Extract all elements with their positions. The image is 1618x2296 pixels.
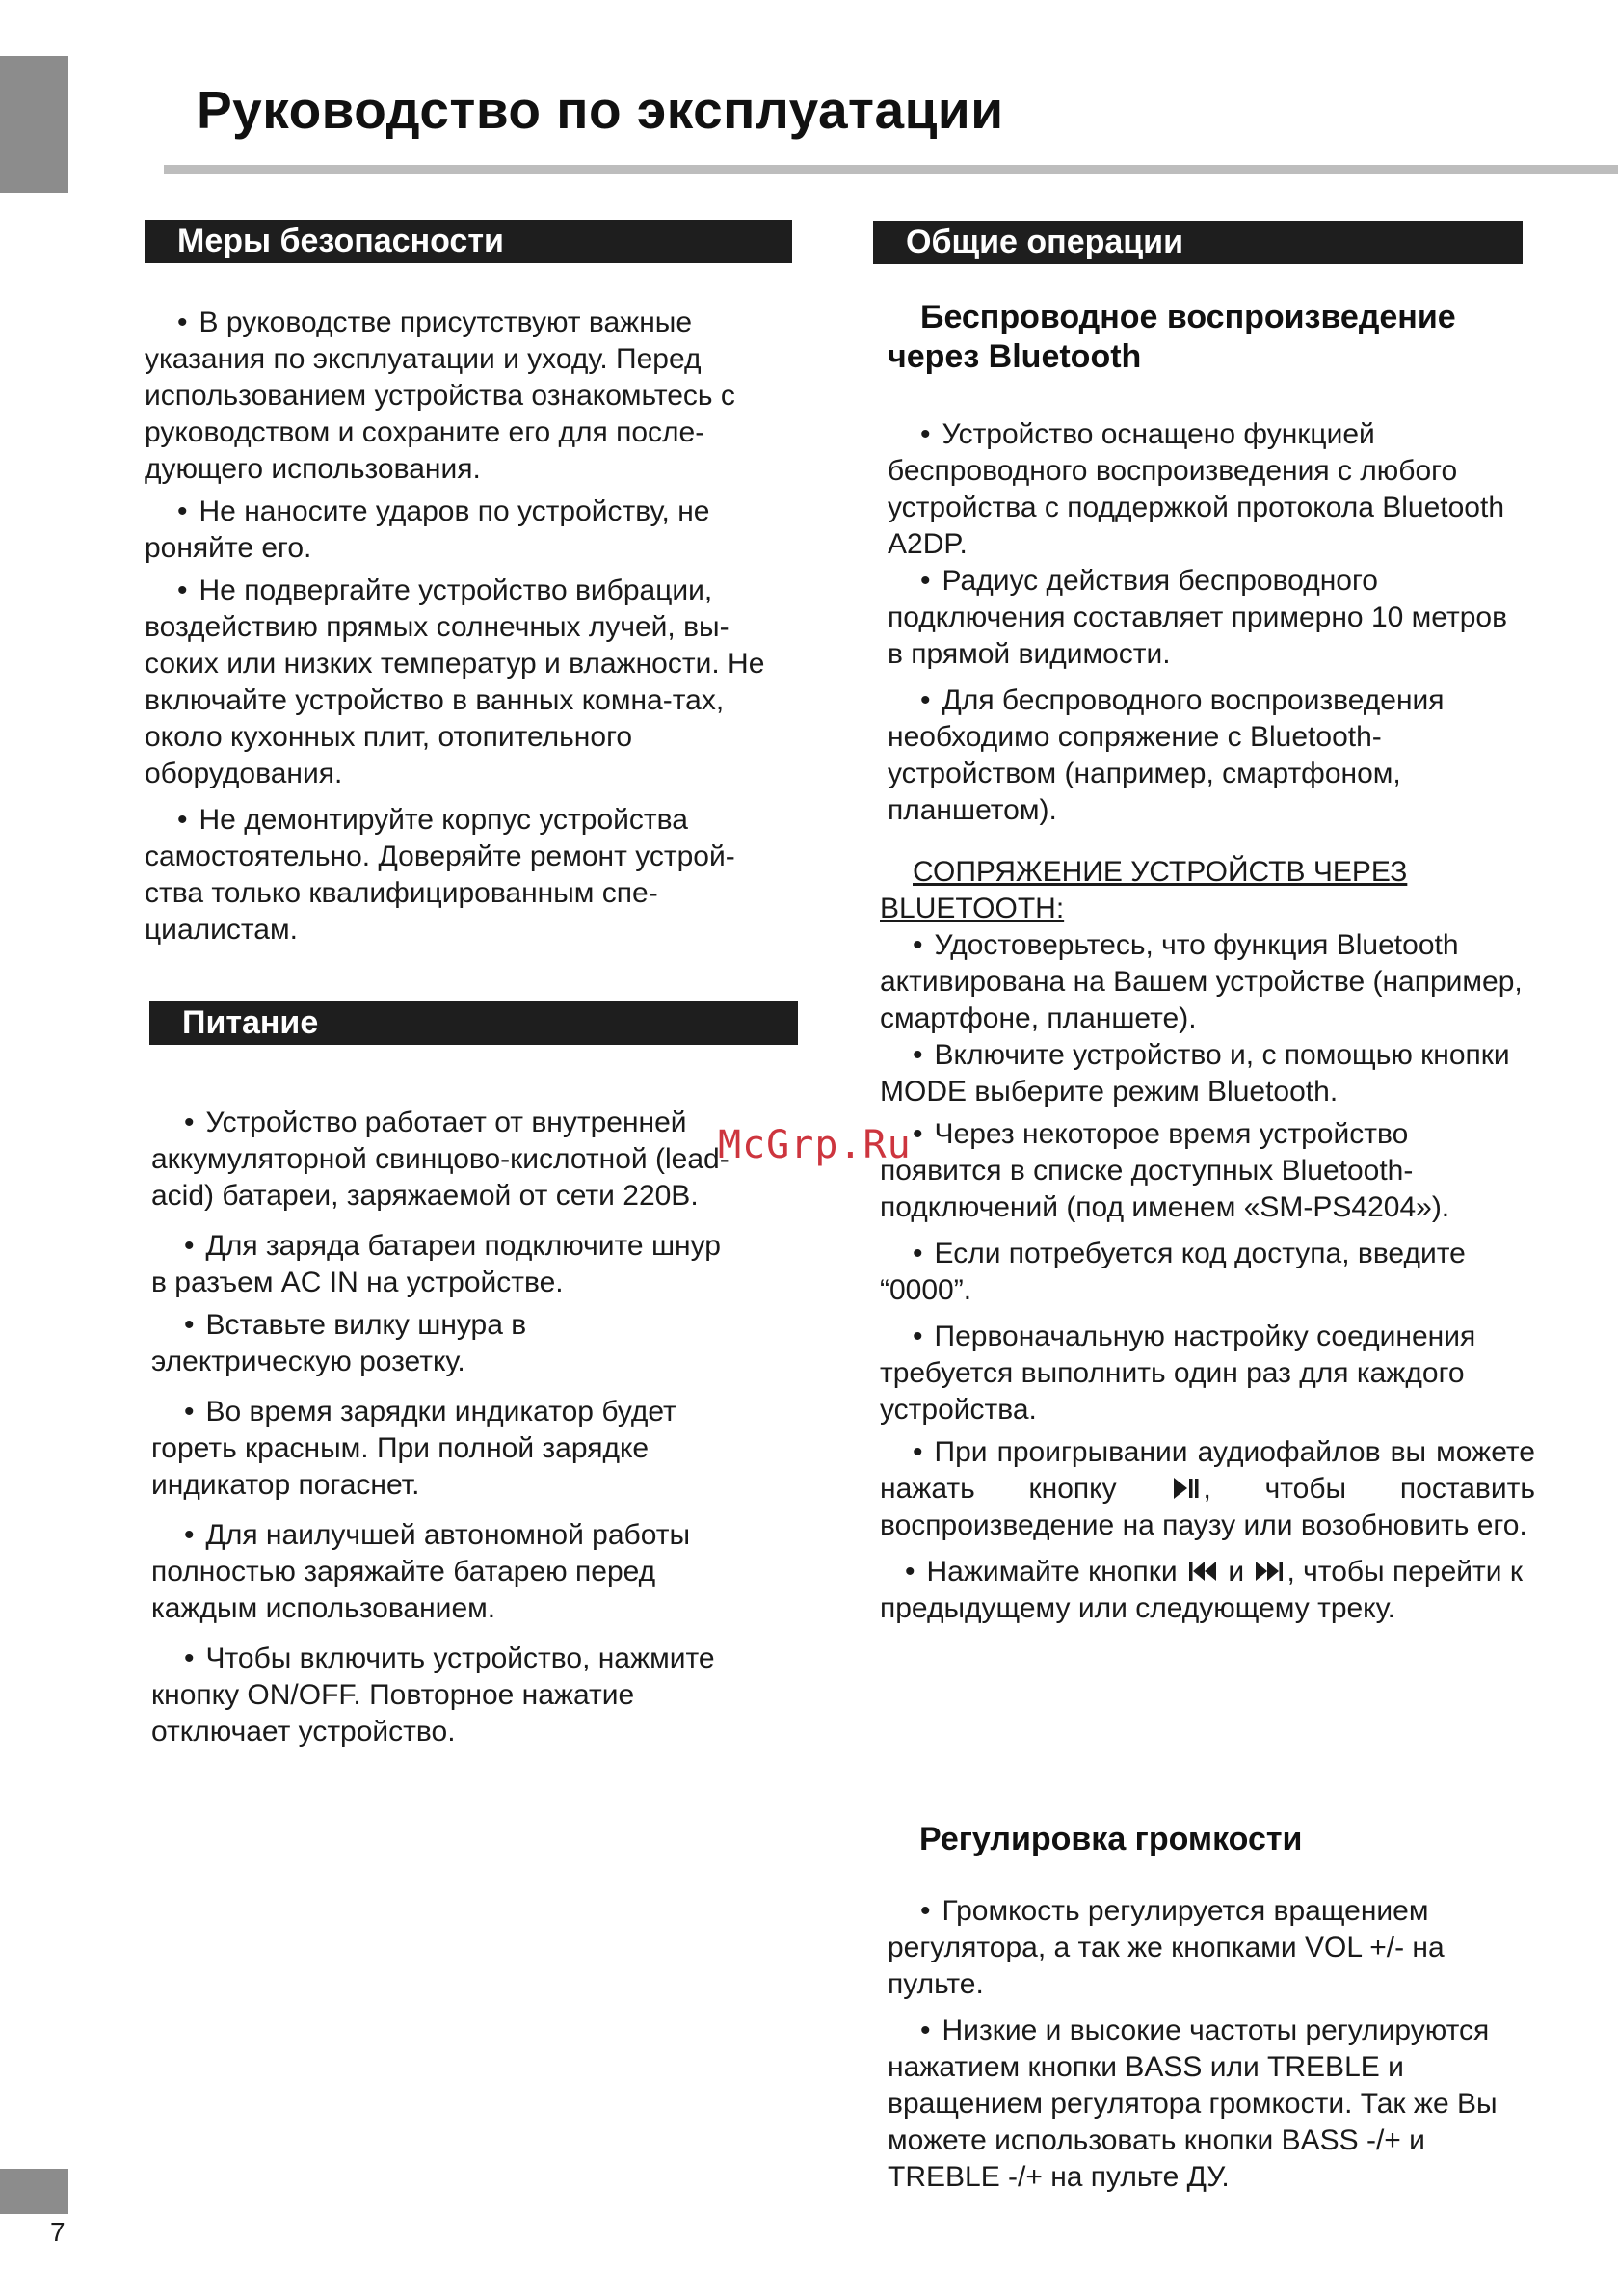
pairing-item: • Первоначальную настройку соединения требуется выполнить один раз для каждого устройства. [880,1319,1535,1428]
bluetooth-item: • Для беспроводного воспроизведения необходимо сопряжение с Bluetooth-устройством (например, смартфоном, планшетом). [888,682,1524,829]
safety-item: • Не подвергайте устройство вибрации, воздействию прямых солнечных лучей, вы-соких или низких температур и влажности. Не включайте устройство в ванных комна-тах, около кухонных плит, отопительного оборудования. [145,573,781,792]
safety-heading: Меры безопасности [145,220,792,263]
volume-text [888,1893,1524,2196]
bottom-side-tab [0,2169,68,2214]
pause-text-after: , чтобы поставить воспроизведение на паузу или возобновить его. [880,1473,1535,1541]
page-number: 7 [50,2217,66,2247]
pairing-heading: СОПРЯЖЕНИЕ УСТРОЙСТВ ЧЕРЕЗ BLUETOOTH: [880,856,1408,924]
volume-item: • Низкие и высокие частоты регулируются нажатием кнопки BASS или TREBLE и вращением регулятора громкости. Так же Вы можете использовать кнопки BASS -/+ и TREBLE -/+ на пульте ДУ. [888,2013,1524,2196]
skip-text-after: , чтобы перейти к предыдущему или следующему треку. [880,1556,1523,1624]
skip-instruction [880,1554,1535,1627]
bluetooth-text [888,416,1524,829]
power-text [151,1105,734,1750]
play-pause-icon [1172,1476,1201,1501]
power-item: • Чтобы включить устройство, нажмите кнопку ON/OFF. Повторное нажатие отключает устройство. [151,1641,734,1750]
skip-text-before: Нажимайте кнопки [926,1556,1178,1588]
pairing-item: • Удостоверьтесь, что функция Bluetooth активирована на Вашем устройстве (например, смартфоне, планшете). [880,927,1535,1037]
pause-text-before: При проигрывании аудиофайлов вы можете нажать кнопку [880,1436,1535,1505]
pairing-text [880,854,1535,1627]
previous-track-icon [1187,1559,1218,1584]
title-divider [164,165,1618,174]
pairing-item: • Включите устройство и, с помощью кнопки MODE выберите режим Bluetooth. [880,1037,1535,1110]
watermark: McGrp.Ru [718,1123,912,1167]
bluetooth-item: • Радиус действия беспроводного подключения составляет примерно 10 метров в прямой видимости. [888,563,1524,673]
bluetooth-heading: Беспроводное воспроизведение через Bluetooth [888,299,1456,375]
skip-text-middle: и [1228,1556,1245,1588]
power-item: • Для наилучшей автономной работы полностью заряжайте батарею перед каждым использованием. [151,1517,734,1627]
volume-heading: Регулировка громкости [919,1821,1303,1857]
pairing-item: • Если потребуется код доступа, введите “0000”. [880,1236,1535,1309]
general-heading: Общие операции [873,221,1523,264]
pause-instruction [880,1434,1535,1544]
safety-text [145,305,781,948]
page-title: Руководство по эксплуатации [197,80,1004,140]
safety-item: • Не наносите ударов по устройству, не роняйте его. [145,494,781,567]
next-track-icon [1254,1559,1285,1584]
power-item: • Устройство работает от внутренней аккумуляторной свинцово-кислотной (lead-acid) батареи, заряжаемой от сети 220В. [151,1105,734,1215]
bluetooth-item: • Устройство оснащено функцией беспроводного воспроизведения с любого устройства с поддержкой протокола Bluetooth A2DP. [888,416,1524,563]
pairing-item: • Через некоторое время устройство появится в списке доступных Bluetooth-подключений (под именем «SM-PS4204»). [880,1116,1535,1226]
power-item: • Во время зарядки индикатор будет гореть красным. При полной зарядке индикатор погаснет. [151,1394,734,1504]
volume-item: • Громкость регулируется вращением регулятора, а так же кнопками VOL +/- на пульте. [888,1893,1524,2003]
power-item: • Для заряда батареи подключите шнур в разъем AC IN на устройстве. [151,1228,734,1301]
power-item: • Вставьте вилку шнура в электрическую розетку. [151,1307,734,1380]
top-side-tab [0,56,68,193]
power-heading: Питание [149,1001,798,1045]
safety-item: • Не демонтируйте корпус устройства самостоятельно. Доверяйте ремонт устрой-ства только квалифицированным спе-циалистам. [145,802,781,948]
safety-item: • В руководстве присутствуют важные указания по эксплуатации и уходу. Перед использованием устройства ознакомьтесь с руководством и сохраните его для после-дующего использования. [145,305,781,488]
